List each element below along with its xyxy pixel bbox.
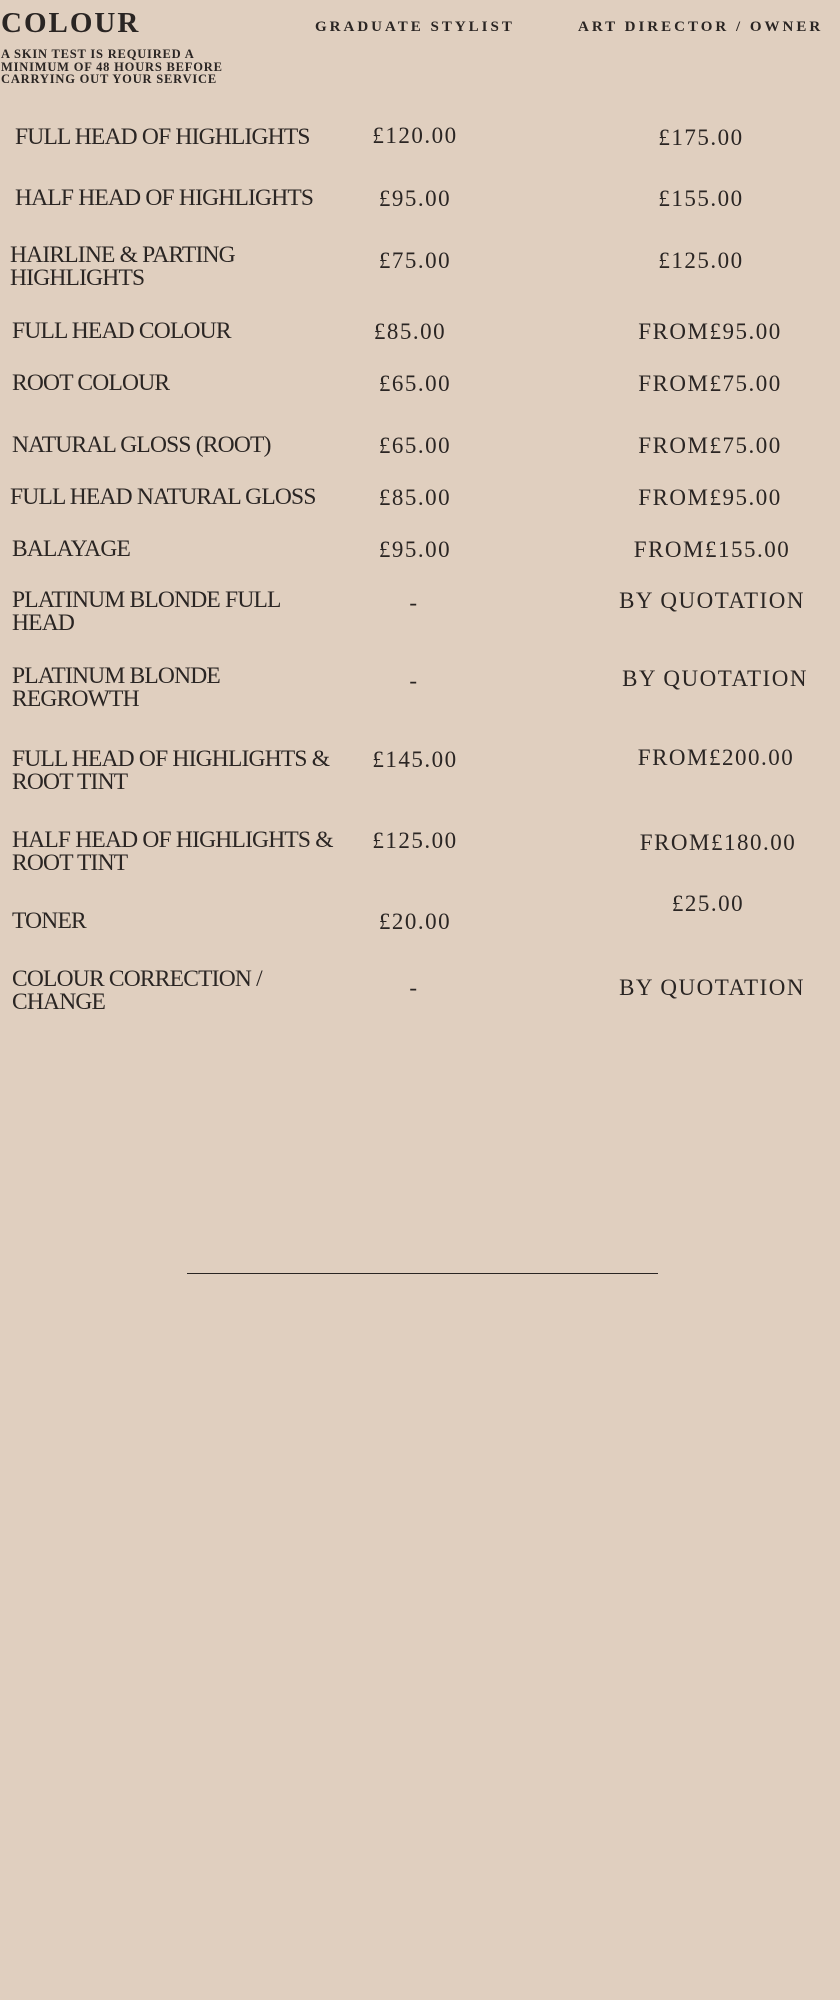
art-director-price: FROM£75.00: [638, 433, 782, 458]
service-name: COLOUR CORRECTION / CHANGE: [12, 966, 262, 1015]
service-name: FULL HEAD OF HIGHLIGHTS & ROOT TINT: [12, 746, 330, 795]
art-director-price: BY QUOTATION: [622, 666, 808, 691]
graduate-price: £95.00: [378, 186, 452, 211]
graduate-price: £20.00: [378, 909, 452, 934]
service-name: FULL HEAD COLOUR: [12, 318, 231, 344]
art-director-price: £175.00: [658, 125, 744, 150]
page-title: COLOUR: [1, 7, 141, 39]
graduate-price: £65.00: [378, 433, 452, 458]
art-director-price: FROM£95.00: [638, 485, 782, 510]
graduate-price: -: [409, 975, 419, 1000]
art-director-price: £125.00: [658, 248, 744, 273]
service-name: HAIRLINE & PARTING HIGHLIGHTS: [10, 242, 235, 291]
art-director-price: FROM£200.00: [637, 745, 795, 770]
column-header-graduate-stylist: GRADUATE STYLIST: [315, 19, 515, 35]
graduate-price: -: [409, 668, 419, 693]
art-director-price: FROM£180.00: [639, 830, 797, 855]
service-name: NATURAL GLOSS (ROOT): [12, 432, 271, 458]
service-name: HALF HEAD OF HIGHLIGHTS: [15, 185, 314, 211]
service-name: HALF HEAD OF HIGHLIGHTS & ROOT TINT: [12, 827, 333, 876]
service-name: TONER: [12, 908, 86, 934]
service-name: FULL HEAD OF HIGHLIGHTS: [15, 124, 310, 150]
service-name: PLATINUM BLONDE REGROWTH: [12, 663, 220, 712]
art-director-price: BY QUOTATION: [619, 975, 805, 1000]
art-director-price: £25.00: [671, 891, 745, 916]
service-name: FULL HEAD NATURAL GLOSS: [10, 484, 316, 510]
service-name: BALAYAGE: [12, 536, 131, 562]
art-director-price: FROM£155.00: [633, 537, 791, 562]
service-name: ROOT COLOUR: [12, 370, 170, 396]
column-header-art-director: ART DIRECTOR / OWNER: [578, 19, 824, 35]
skin-test-note: A SKIN TEST IS REQUIRED A MINIMUM OF 48 HOURS BEFORE CARRYING OUT YOUR SERVICE: [1, 47, 223, 86]
divider-line: [187, 1273, 658, 1274]
graduate-price: £85.00: [378, 485, 452, 510]
graduate-price: -: [409, 590, 419, 615]
graduate-price: £120.00: [372, 123, 458, 148]
art-director-price: BY QUOTATION: [619, 588, 805, 613]
art-director-price: FROM£95.00: [638, 319, 782, 344]
graduate-price: £85.00: [373, 319, 447, 344]
graduate-price: £95.00: [378, 537, 452, 562]
art-director-price: FROM£75.00: [638, 371, 782, 396]
graduate-price: £125.00: [372, 828, 458, 853]
service-name: PLATINUM BLONDE FULL HEAD: [12, 587, 280, 636]
graduate-price: £75.00: [378, 248, 452, 273]
art-director-price: £155.00: [658, 186, 744, 211]
graduate-price: £65.00: [378, 371, 452, 396]
graduate-price: £145.00: [372, 747, 458, 772]
